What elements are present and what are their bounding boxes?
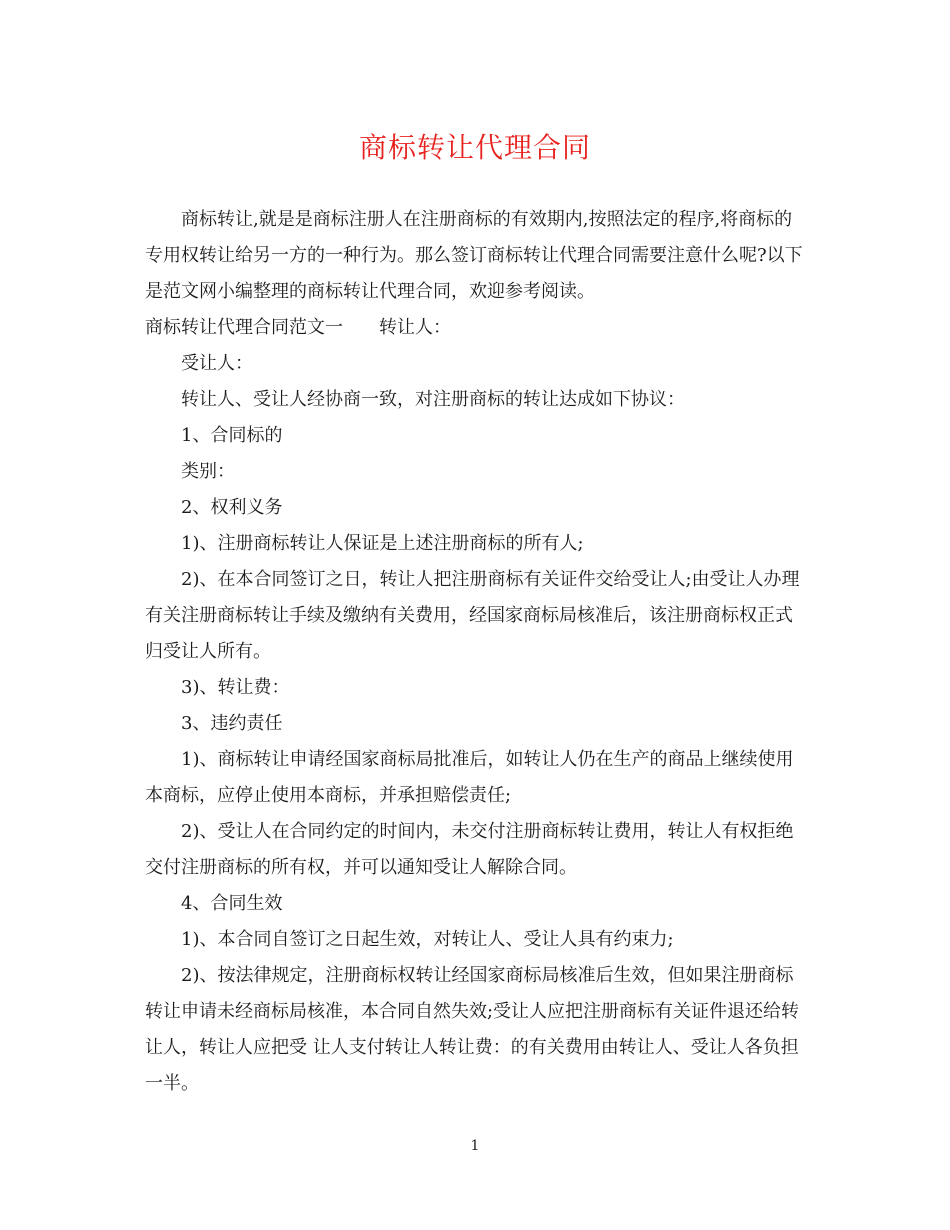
sample-heading-row [145, 310, 805, 346]
clause: 1、合同标的 [181, 425, 283, 446]
clause: 3、违约责任 [181, 713, 283, 734]
intro-paragraph: 商标转让,就是是商标注册人在注册商标的有效期内,按照法定的程序,将商标的专用权转让给另一方的一种行为。那么签订商标转让代理合同需要注意什么呢?以下是范文网小编整理的商标转让代理合同，欢迎参考阅读。 [145, 209, 803, 302]
document-title: 商标转让代理合同 [358, 131, 591, 164]
clause: 3)、转让费： [181, 677, 290, 698]
transferor-label: 转让人： [379, 317, 451, 338]
clause: 1)、商标转让申请经国家商标局批准后，如转让人仍在生产的商品上继续使用本商标，应停止使用本商标，并承担赔偿责任; [145, 749, 794, 806]
clause: 4、合同生效 [181, 893, 283, 914]
clause: 2、权利义务 [181, 497, 283, 518]
clause: 1)、本合同自签订之日起生效，对转让人、受让人具有约束力; [181, 929, 674, 950]
clause: 2)、按法律规定，注册商标权转让经国家商标局核准后生效，但如果注册商标转让申请未经商标局核准，本合同自然失效;受让人应把注册商标有关证件退还给转让人，转让人应把受 让人支付转让人转让费：的有关费用由转让人、受让人各负担一半。 [145, 965, 800, 1094]
clause: 2)、受让人在合同约定的时间内，未交付注册商标转让费用，转让人有权拒绝交付注册商标的所有权，并可以通知受让人解除合同。 [145, 821, 794, 878]
clause: 2)、在本合同签订之日，转让人把注册商标有关证件交给受让人;由受让人办理有关注册商标转让手续及缴纳有关费用，经国家商标局核准后，该注册商标权正式归受让人所有。 [145, 569, 800, 662]
clause: 受让人： [181, 353, 253, 374]
document-body [145, 202, 805, 1102]
sample-heading: 商标转让代理合同范文一 [145, 317, 343, 338]
clause: 转让人、受让人经协商一致，对注册商标的转让达成如下协议： [181, 389, 685, 410]
page-number: 1 [470, 1138, 480, 1154]
clause: 1)、注册商标转让人保证是上述注册商标的所有人; [181, 533, 584, 554]
clause: 类别： [181, 461, 235, 482]
